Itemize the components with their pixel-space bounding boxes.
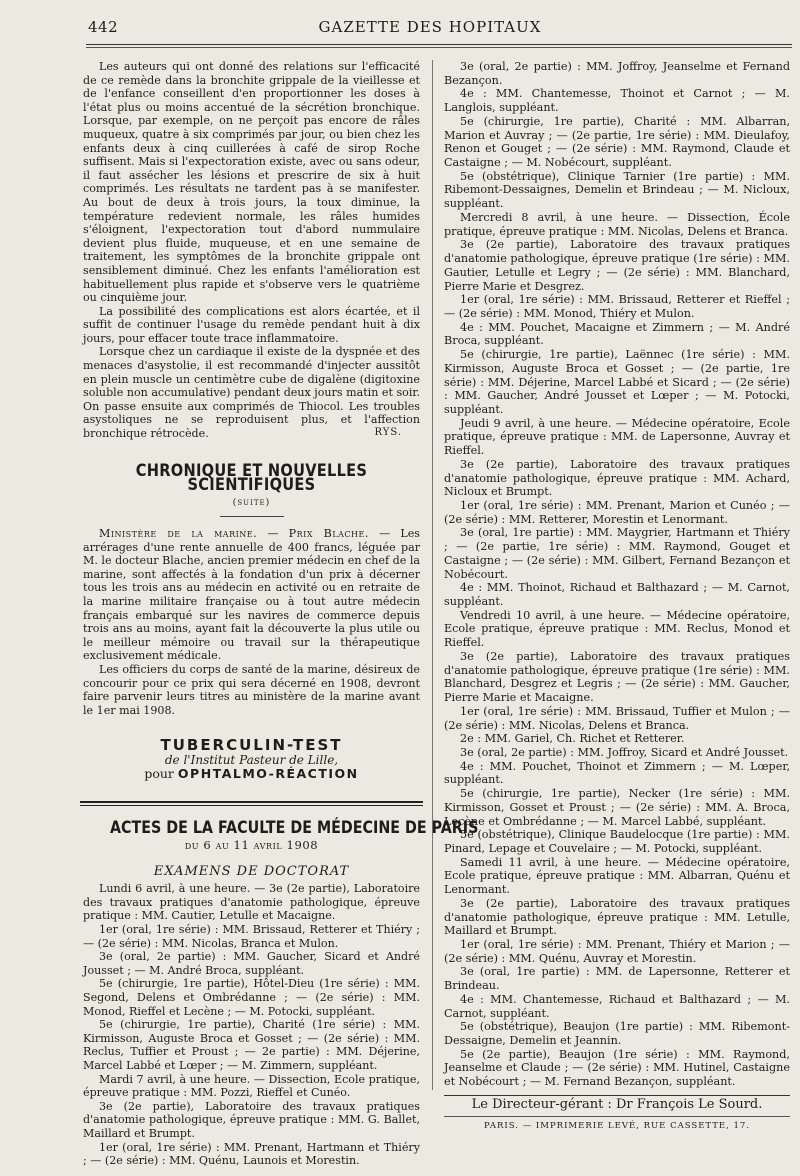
exam-heading: EXAMENS DE DOCTORAT: [153, 863, 350, 879]
news-text: Les arrérages d'une rente annuelle de 400 francs, léguée par M. le docteur Blache, ancien premier médecin en chef de la marine, sont affectés à la fondation d'un prix à décerner tous les trois ans au médecin en activité ou en retraite de la marine militaire française ou à tout autre médecin français embarqué sur les navires de commerce depuis trois ans au moins, ayant fait la découverte la plus utile ou le meilleur mémoire ou travail sur la thérapeutique exclusivement médicale.: [83, 527, 420, 663]
exam-entry: 5e (chirurgie, 1re partie), Hôtel-Dieu (1re série) : MM. Segond, Delens et Ombrédanne ; — (2e série) : MM. Monod, Rieffel et Lecène ; — M. Potocki, suppléant.: [83, 977, 420, 1018]
page-number: 442: [88, 18, 119, 36]
header-rule-thin: [86, 47, 792, 48]
article-paragraph: Les auteurs qui ont donné des relations sur l'efficacité de ce remède dans la bronchite grippale de la vieillesse et de l'enfance conseillent d'en proportionner les doses à l'état plus ou moins accentué de la sécrétion bronchique. Lorsque, par exemple, on ne perçoit pas encore de râles muqueux, quatre à six comprimés par jour, ou bien chez les enfants deux à cinq cuillerées à café de sirop Roche suffisent. Mais si l'expectoration existe, avec ou sans odeur, il faut assécher les lésions et prescrire de six à huit comprimés. Les résultats ne tardent pas à se manifester. Au bout de deux à trois jours, la toux diminue, la température redevient normale, les râles humides s'éloignent, l'expectoration tout d'abord nummulaire devient plus fluide, muqueuse, et en une semaine de traitement, les symptômes de la bronchite grippale ont sensiblement diminué. Chez les enfants l'amélioration est habituellement plus rapide et s'observe vers le quatrième ou cinquième jour.: [83, 60, 420, 305]
exam-entry: 1er (oral, 1re série) : MM. Prenant, Marion et Cunéo ; — (2e série) : MM. Retterer, Morestin et Lenormant.: [444, 499, 790, 526]
exam-entry: 3e (2e partie), Laboratoire des travaux pratiques d'anatomie pathologique, épreuve pratique : MM. Letulle, Maillard et Brumpt.: [444, 896, 790, 938]
exam-entry: 3e (2e partie), Laboratoire des travaux pratiques d'anatomie pathologique, épreuve pratique (1re série) : MM. Gautier, Letulle et Legry ; — (2e série) : MM. Blanchard, Pierre Marie et Desgrez.: [444, 238, 790, 293]
news-paragraph: Les officiers du corps de santé de la marine, désireux de concourir pour ce prix qui sera décerné en 1908, devront faire parvenir leurs titres au ministère de la marine avant le 1er mai 1908.: [83, 662, 420, 717]
exam-entry: 1er (oral, 1re série) : MM. Prenant, Hartmann et Thiéry ; — (2e série) : MM. Quénu, Launois et Morestin.: [83, 1140, 420, 1168]
exam-entry: 1er (oral, 1re série) : MM. Prenant, Thiéry et Marion ; — (2e série) : MM. Quénu, Auvray et Morestin.: [444, 938, 790, 965]
exam-entry: 3e (2e partie), Laboratoire des travaux pratiques d'anatomie pathologique, épreuve pratique (1re série) : MM. Blanchard, Desgrez et Legris ; — (2e série) : MM. Gaucher, Pierre Marie et Macaigne.: [444, 649, 790, 705]
exam-entry: 4e : MM. Pouchet, Thoinot et Zimmern ; — M. Lœper, suppléant.: [444, 759, 790, 787]
exam-entry: 4e : MM. Thoinot, Richaud et Balthazard ; — M. Carnot, suppléant.: [444, 581, 790, 609]
prize-name: Prix Blache.: [288, 527, 369, 540]
header-rule: [86, 44, 792, 45]
ad-pour: pour: [144, 765, 174, 781]
ad-subtitle: de l'Institut Pasteur de Lille,: [164, 752, 339, 767]
advertisement: [83, 736, 420, 781]
exam-entry: 4e : MM. Pouchet, Macaigne et Zimmern ; — M. André Broca, suppléant.: [444, 320, 790, 348]
exam-entry: 4e : MM. Chantemesse, Richaud et Balthazard ; — M. Carnot, suppléant.: [444, 992, 790, 1020]
exam-entry: 2e : MM. Gariel, Ch. Richet et Retterer.: [460, 732, 685, 746]
exam-entry: 5e (obstétrique), Clinique Tarnier (1re partie) : MM. Ribemont-Dessaignes, Demelin et Brindeau ; — M. Nicloux, suppléant.: [444, 169, 790, 211]
printer-line: PARIS. — IMPRIMERIE LEVÉ, RUE CASSETTE, 17.: [444, 1116, 790, 1134]
exam-entry: 3e (oral, 1re partie) : MM. Maygrier, Hartmann et Thiéry ; — (2e partie, 1re série) : MM. Raymond, Gouget et Castaigne ; — (2e série) : MM. Gilbert, Fernand Bezançon et Nobécourt.: [444, 526, 790, 581]
director-line: Le Directeur-gérant : Dr François Le Sourd.: [471, 1096, 763, 1112]
column-separator: [432, 60, 433, 1090]
exam-entry: 3e (oral, 2e partie) : MM. Gaucher, Sicard et André Jousset ; — M. André Broca, suppléant.: [83, 950, 420, 977]
running-head: [66, 18, 794, 42]
news-paragraph: Ministère de la marine. — Prix Blache. — Les arrérages d'une rente annuelle de 400 francs, léguée par M. le docteur Blache, ancien premier médecin en chef de la marine, sont affectés à la fondation d'un prix à décerner tous les trois ans au médecin en activité ou en retraite de la marine militaire française ou à tout autre médecin français embarqué sur les navires de commerce depuis trois ans au moins, ayant fait la découverte la plus utile ou le meilleur mémoire ou travail sur la thérapeutique exclusivement médicale.: [83, 527, 420, 663]
exam-entry: 3e (oral, 1re partie) : MM. de Lapersonne, Retterer et Brindeau.: [444, 965, 790, 993]
exam-entry: 5e (chirurgie, 1re partie), Charité : MM. Albarran, Marion et Auvray ; — (2e partie, 1re série) : MM. Dieulafoy, Renon et Gouget ; — (2e série) : MM. Raymond, Claude et Castaigne ; — M. Nobécourt, suppléant.: [444, 114, 790, 170]
right-column: [444, 60, 790, 1133]
exam-entry: 5e (2e partie), Beaujon (1re série) : MM. Raymond, Jeanselme et Claude ; — (2e série) : MM. Hutinel, Castaigne et Nobécourt ; — M. Fernand Bezançon, suppléant.: [444, 1047, 790, 1089]
author-signature: RYS.: [374, 426, 402, 438]
exam-entry: 4e : MM. Chantemesse, Thoinot et Carnot ; — M. Langlois, suppléant.: [444, 87, 790, 115]
section-double-rule: [80, 801, 423, 806]
journal-title: GAZETTE DES HOPITAUX: [318, 18, 542, 36]
exam-entry: 1er (oral, 1re série) : MM. Brissaud, Tuffier et Mulon ; — (2e série) : MM. Nicolas, Delens et Branca.: [444, 704, 790, 732]
ad-brand: OPHTALMO-RÉACTION: [177, 765, 359, 781]
article-paragraph: La possibilité des complications est alors écartée, et il suffit de continuer l'usage du remède pendant huit à dix jours, pour effacer toute trace inflammatoire.: [83, 304, 420, 345]
news-lead: Ministère de la marine.: [99, 527, 258, 540]
exam-entry: 3e (2e partie), Laboratoire des travaux pratiques d'anatomie pathologique, épreuve pratique : MM. Achard, Nicloux et Brumpt.: [444, 457, 790, 499]
exam-entry: 5e (obstétrique), Beaujon (1re partie) : MM. Ribemont-Dessaigne, Demelin et Jeannin.: [444, 1020, 790, 1048]
exam-entry: Mercredi 8 avril, à une heure. — Dissection, École pratique, épreuve pratique : MM. Nicolas, Delens et Branca.: [444, 210, 790, 238]
exam-entry: Mardi 7 avril, à une heure. — Dissection, Ecole pratique, épreuve pratique : MM. Pozzi, Rieffel et Cunéo.: [83, 1072, 420, 1100]
chronique-subheading: (suite): [232, 497, 271, 509]
chronique-heading: CHRONIQUE ET NOUVELLES SCIENTIFIQUES: [135, 461, 368, 495]
exam-entry: 5e (obstétrique), Clinique Baudelocque (1re partie) : MM. Pinard, Lepage et Couvelaire ; — M. Potocki, suppléant.: [444, 828, 790, 855]
divider: [220, 516, 284, 517]
exam-entry: Lundi 6 avril, à une heure. — 3e (2e partie), Laboratoire des travaux pratiques d'anatomie pathologique, épreuve pratique : MM. Cautier, Letulle et Macaigne.: [83, 882, 420, 923]
exam-entry: 5e (chirurgie, 1re partie), Laënnec (1re série) : MM. Kirmisson, Auguste Broca et Gosset ; — (2e partie, 1re série) : MM. Déjerine, Marcel Labbé et Sicard ; — (2e série) : MM. Gaucher, André Jousset et Lœper ; — M. Potocki, suppléant.: [444, 348, 790, 416]
exam-entry: Vendredi 10 avril, à une heure. — Médecine opératoire, Ecole pratique, épreuve pratique : MM. Reclus, Monod et Rieffel.: [444, 608, 790, 650]
ad-title: TUBERCULIN-TEST: [160, 736, 343, 755]
exam-entry: 3e (oral, 2e partie) : MM. Joffroy, Jeanselme et Fernand Bezançon.: [444, 60, 790, 87]
exam-entry: Samedi 11 avril, à une heure. — Médecine opératoire, Ecole pratique, épreuve pratique : MM. Albarran, Quénu et Lenormant.: [444, 855, 790, 897]
left-column: [83, 60, 479, 1168]
exam-entry: Jeudi 9 avril, à une heure. — Médecine opératoire, Ecole pratique, épreuve pratique : MM. de Lapersonne, Auvray et Rieffel.: [444, 416, 790, 458]
exam-entry: 1er (oral, 1re série) : MM. Brissaud, Retterer et Thiéry ; — (2e série) : MM. Nicolas, Branca et Mulon.: [83, 923, 420, 950]
exam-entry: 1er (oral, 1re série) : MM. Brissaud, Retterer et Rieffel ; — (2e série) : MM. Monod, Thiéry et Mulon.: [444, 293, 790, 320]
actes-date: du 6 au 11 avril 1908: [184, 838, 319, 853]
actes-heading: ACTES DE LA FACULTE DE MÉDECINE DE PARIS: [109, 817, 479, 838]
ad-line: [83, 767, 420, 781]
exam-entry: 5e (chirurgie, 1re partie), Charité (1re série) : MM. Kirmisson, Auguste Broca et Gosset ; — (2e série) : MM. Reclus, Tuffier et Proust ; — 2e partie) : MM. Déjerine, Marcel Labbé et Lœper ; — M. Zimmern, suppléant.: [83, 1018, 420, 1072]
exam-entry: 5e (chirurgie, 1re partie), Necker (1re série) : MM. Kirmisson, Gosset et Proust ; — (2e série) : MM. A. Broca, Lecène et Ombrédanne ; — M. Marcel Labbé, suppléant.: [444, 787, 790, 828]
article-paragraph: Lorsque chez un cardiaque il existe de la dyspnée et des menaces d'asystolie, il est recommandé d'injecter aussitôt en plein muscle un centimètre cube de digalène (digitoxine soluble non accumulative) pendant deux jours matin et soir. On passe ensuite aux comprimés de Thiocol. Les troubles asystoliques ne se reproduisent plus, et l'affection bronchique rétrocède.: [83, 345, 420, 441]
exam-entry: 3e (oral, 2e partie) : MM. Joffroy, Sicard et André Jousset.: [460, 745, 789, 759]
footer-rule: [444, 1095, 790, 1096]
exam-entry: 3e (2e partie), Laboratoire des travaux pratiques d'anatomie pathologique, épreuve pratique : MM. G. Ballet, Maillard et Brumpt.: [83, 1099, 420, 1140]
